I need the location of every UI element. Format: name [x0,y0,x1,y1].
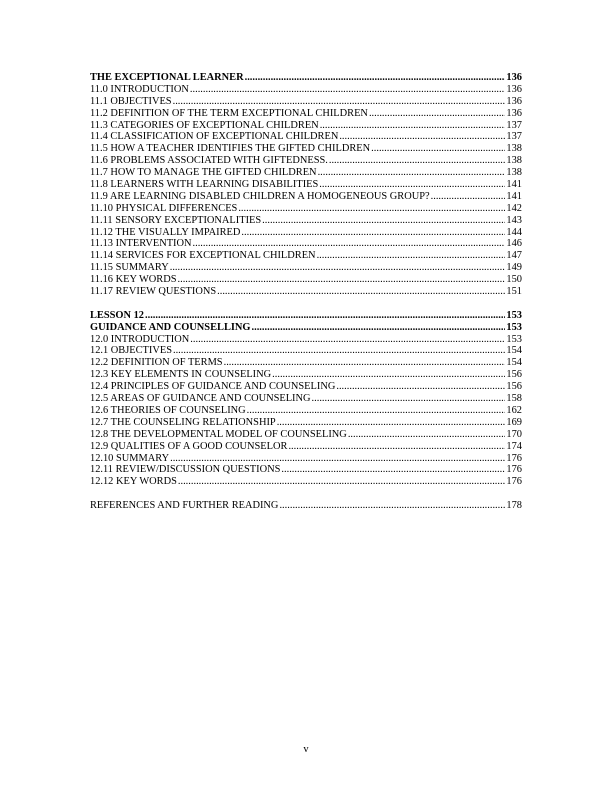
toc-dot-leader [288,441,505,453]
toc-entry-title: 11.17 REVIEW QUESTIONS [90,286,217,298]
toc-dot-leader [190,84,506,96]
toc-entry-page: 144 [506,226,522,238]
toc-dot-leader [178,476,506,488]
toc-entry[interactable] [90,72,522,84]
toc-dot-leader [371,143,505,155]
toc-entry-page: 162 [506,404,522,416]
toc-dot-leader [319,179,505,191]
toc-entry-page: 136 [506,107,522,119]
toc-entry[interactable] [90,369,522,381]
section-gap [90,298,522,310]
toc-entry-page: 153 [506,321,522,333]
toc-dot-leader [190,334,505,346]
toc-entry[interactable] [90,405,522,417]
toc-entry[interactable] [90,120,522,132]
toc-entry-title: THE EXCEPTIONAL LEARNER [90,72,244,83]
toc-entry[interactable] [90,179,522,191]
toc-entry-page: 137 [506,131,522,143]
toc-entry[interactable] [90,227,522,239]
toc-entry-title: 11.0 INTRODUCTION [90,83,189,95]
toc-entry[interactable] [90,84,522,96]
toc-entry-page: 136 [506,95,522,107]
toc-entry-title: 11.11 SENSORY EXCEPTIONALITIES [90,214,262,226]
toc-entry-page: 138 [506,143,522,155]
toc-section-references [90,500,522,512]
toc-entry[interactable] [90,334,522,346]
toc-entry-page: 156 [506,381,522,393]
toc-entry-page: 147 [506,250,522,262]
toc-dot-leader [173,345,505,357]
toc-dot-leader [277,417,506,429]
toc-entry[interactable] [90,96,522,108]
toc-entry-title: 11.16 KEY WORDS [90,274,177,286]
toc-entry[interactable] [90,381,522,393]
toc-dot-leader [317,250,506,262]
toc-entry[interactable] [90,417,522,429]
toc-entry-page: 138 [506,167,522,179]
toc-entry-title: 12.12 KEY WORDS [90,476,177,488]
toc-entry-page: 142 [506,202,522,214]
toc-entry-title: 12.9 QUALITIES OF A GOOD COUNSELOR [90,440,288,452]
toc-entry-title: 12.4 PRINCIPLES OF GUIDANCE AND COUNSELING [90,381,336,393]
toc-entry-page: 138 [506,155,522,167]
toc-dot-leader [279,500,505,512]
toc-entry-page: 150 [506,274,522,286]
toc-entry-title: LESSON 12 [90,309,144,321]
toc-dot-leader [281,464,505,476]
toc-entry[interactable] [90,286,522,298]
toc-dot-leader [329,155,506,167]
toc-entry[interactable] [90,322,522,334]
toc-entry-title: 11.13 INTERVENTION [90,238,192,250]
toc-dot-leader [339,131,505,143]
toc-entry-title: 12.3 KEY ELEMENTS IN COUNSELING [90,369,272,381]
toc-entry-page: 136 [506,83,522,95]
toc-entry-page: 143 [506,214,522,226]
toc-dot-leader [348,429,506,441]
toc-entry[interactable] [90,500,522,512]
toc-entry[interactable] [90,238,522,250]
toc-entry-page: 136 [506,72,522,83]
toc-entry-page: 176 [506,464,522,476]
toc-dot-leader [217,286,505,298]
toc-entry[interactable] [90,476,522,488]
toc-section-lesson-11 [90,72,522,298]
toc-entry-title: 11.3 CATEGORIES OF EXCEPTIONAL CHILDREN [90,119,319,131]
toc-dot-leader [336,381,505,393]
toc-entry[interactable] [90,429,522,441]
toc-dot-leader [170,453,505,465]
toc-entry-page: 170 [506,428,522,440]
toc-entry-page: 174 [506,440,522,452]
toc-entry-page: 153 [506,309,522,321]
toc-entry-page: 156 [506,369,522,381]
toc-entry[interactable] [90,131,522,143]
toc-entry-title: 12.1 OBJECTIVES [90,345,172,357]
toc-entry[interactable] [90,393,522,405]
toc-dot-leader [318,167,506,179]
toc-entry-title: 12.6 THEORIES OF COUNSELING [90,404,246,416]
toc-dot-leader [252,322,506,334]
toc-dot-leader [193,238,506,250]
toc-entry-title: 11.5 HOW A TEACHER IDENTIFIES THE GIFTED CHILDREN [90,143,371,155]
toc-entry-title: 12.11 REVIEW/DISCUSSION QUESTIONS [90,464,281,476]
toc-entry-title: 11.4 CLASSIFICATION OF EXCEPTIONAL CHILDREN [90,131,339,143]
toc-entry-page: 141 [506,179,522,191]
toc-entry[interactable] [90,155,522,167]
toc-entry[interactable] [90,464,522,476]
toc-dot-leader [245,72,506,84]
toc-entry[interactable] [90,215,522,227]
toc-entry[interactable] [90,310,522,322]
toc-dot-leader [170,262,506,274]
toc-entry-title: 11.10 PHYSICAL DIFFERENCES [90,202,238,214]
toc-entry-page: 176 [506,476,522,488]
toc-entry-page: 158 [506,393,522,405]
toc-entry-page: 137 [506,119,522,131]
toc-entry[interactable] [90,357,522,369]
toc-entry-title: 12.5 AREAS OF GUIDANCE AND COUNSELING [90,393,311,405]
toc-dot-leader [173,96,506,108]
toc-dot-leader [431,191,506,203]
toc-dot-leader [178,274,506,286]
toc-entry[interactable] [90,250,522,262]
toc-dot-leader [320,120,506,132]
toc-dot-leader [272,369,505,381]
toc-entry-title: 11.15 SUMMARY [90,262,169,274]
toc-entry[interactable] [90,167,522,179]
toc-entry-title: GUIDANCE AND COUNSELLING [90,321,251,333]
toc-section-lesson-12 [90,310,522,488]
toc-entry-page: 178 [506,500,522,512]
toc-entry-title: 11.9 ARE LEARNING DISABLED CHILDREN A HOMOGENEOUS GROUP? [90,190,430,202]
section-gap [90,488,522,500]
toc-entry-title: 11.6 PROBLEMS ASSOCIATED WITH GIFTEDNESS. [90,155,328,167]
toc-dot-leader [262,215,505,227]
toc-dot-leader [145,310,505,322]
toc-entry-title: 12.0 INTRODUCTION [90,333,190,345]
toc-entry[interactable] [90,453,522,465]
toc-entry-page: 153 [506,333,522,345]
toc-dot-leader [247,405,506,417]
toc-entry-title: REFERENCES AND FURTHER READING [90,500,279,512]
toc-entry-title: 11.7 HOW TO MANAGE THE GIFTED CHILDREN [90,167,317,179]
toc-entry[interactable] [90,274,522,286]
toc-entry[interactable] [90,143,522,155]
table-of-contents [90,72,522,512]
toc-entry-page: 169 [506,416,522,428]
toc-entry-page: 149 [506,262,522,274]
toc-dot-leader [238,203,505,215]
toc-entry-title: 12.8 THE DEVELOPMENTAL MODEL OF COUNSELING [90,428,347,440]
toc-entry-title: 11.1 OBJECTIVES [90,95,172,107]
toc-entry-page: 141 [506,190,522,202]
toc-entry[interactable] [90,262,522,274]
toc-entry-title: 11.8 LEARNERS WITH LEARNING DISABILITIES [90,179,319,191]
page-number: v [303,744,309,755]
toc-entry-title: 11.2 DEFINITION OF THE TERM EXCEPTIONAL CHILDREN [90,107,368,119]
toc-dot-leader [369,108,505,120]
toc-entry[interactable] [90,441,522,453]
toc-entry-title: 11.14 SERVICES FOR EXCEPTIONAL CHILDREN [90,250,316,262]
toc-dot-leader [241,227,505,239]
toc-entry[interactable] [90,345,522,357]
toc-entry-page: 176 [506,452,522,464]
toc-entry-title: 11.12 THE VISUALLY IMPAIRED [90,226,241,238]
toc-entry-title: 12.7 THE COUNSELING RELATIONSHIP [90,416,276,428]
toc-entry-page: 151 [506,286,522,298]
toc-entry[interactable] [90,191,522,203]
toc-entry-page: 154 [506,357,522,369]
toc-entry-page: 154 [506,345,522,357]
toc-dot-leader [224,357,506,369]
toc-entry-title: 12.10 SUMMARY [90,452,170,464]
toc-entry-title: 12.2 DEFINITION OF TERMS [90,357,223,369]
toc-entry-page: 146 [506,238,522,250]
toc-entry[interactable] [90,203,522,215]
toc-dot-leader [312,393,506,405]
toc-entry[interactable] [90,108,522,120]
